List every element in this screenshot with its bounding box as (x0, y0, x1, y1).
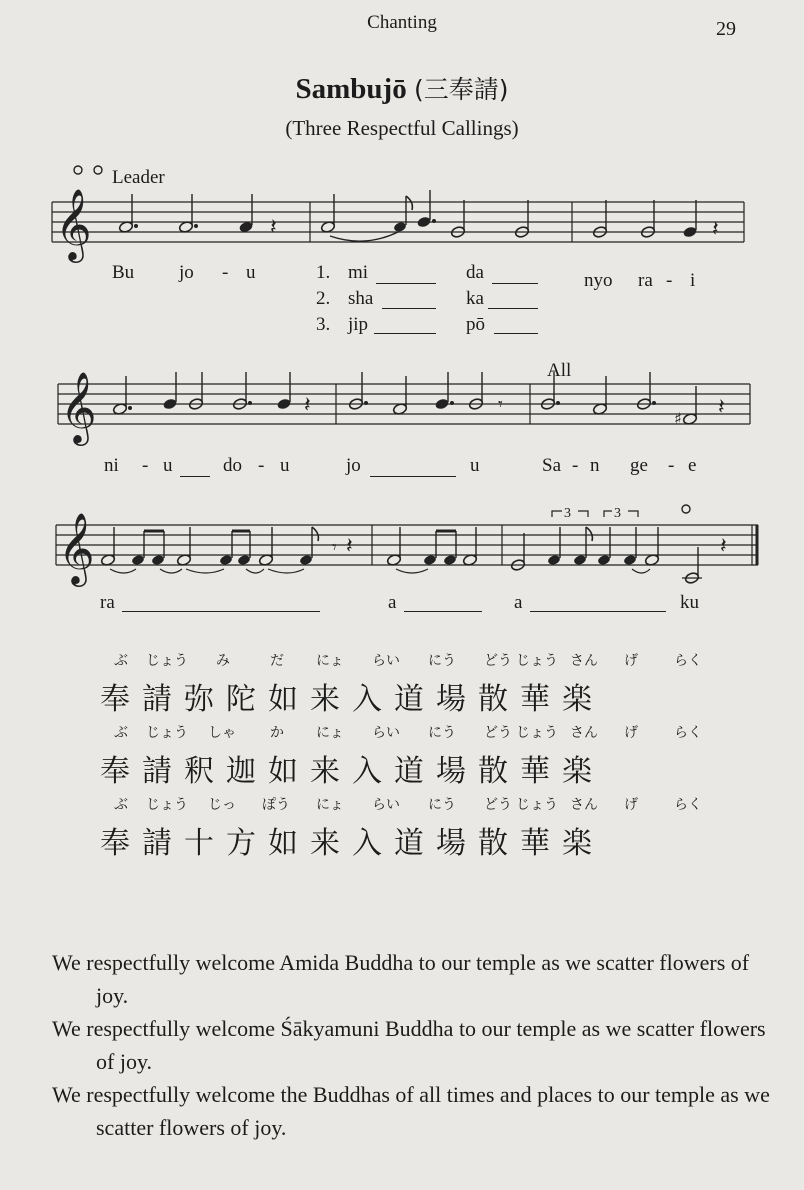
furigana: らい (372, 653, 400, 669)
lyric-syllable: jo (346, 455, 361, 476)
furigana: らい (372, 797, 400, 813)
furigana-line (100, 650, 740, 674)
title-romaji: Sambujō (295, 73, 407, 105)
triplet-label: 3 (614, 506, 621, 521)
furigana: さん (570, 797, 598, 813)
verse-number: 1. (316, 262, 331, 283)
lyric-syllable: - (668, 455, 675, 476)
furigana: じょう (146, 797, 188, 813)
lyric-syllable: do (223, 455, 242, 476)
furigana: どう (484, 797, 512, 813)
hymn-subtitle: (Three Respectful Callings) (285, 116, 519, 140)
english-translation (52, 946, 772, 1144)
furigana: にょ (316, 725, 344, 741)
furigana: だ (270, 653, 284, 669)
lyric-syllable: ka (466, 288, 484, 309)
furigana-line (100, 794, 740, 818)
furigana: にょ (316, 653, 344, 669)
furigana: にょ (316, 797, 344, 813)
lyric-syllable: e (688, 455, 697, 476)
leader-label: Leader (112, 167, 165, 188)
lyric-syllable: u (470, 455, 480, 476)
furigana: にう (428, 653, 456, 669)
translation-line: We respectfully welcome Śākyamuni Buddha to our temple as we scatter flowers of joy. (52, 1016, 766, 1074)
extender-line (494, 333, 538, 334)
furigana: にう (428, 797, 456, 813)
lyric-syllable: - (666, 270, 673, 291)
svg-text:♯: ♯ (674, 409, 682, 428)
furigana: さん (570, 725, 598, 741)
lyric-syllable: mi (348, 262, 369, 283)
extender-line (370, 476, 456, 477)
extender-line (122, 611, 320, 612)
furigana: ぶ (114, 725, 128, 741)
furigana: じょう (146, 725, 188, 741)
furigana: どう (484, 725, 512, 741)
svg-text:𝄞: 𝄞 (55, 187, 92, 260)
furigana: げ (624, 725, 638, 741)
svg-text:𝄽: 𝄽 (346, 534, 353, 559)
svg-text:𝄽: 𝄽 (304, 393, 311, 418)
furigana: か (270, 725, 284, 741)
furigana-line (100, 722, 740, 746)
furigana: じょう (516, 725, 558, 741)
lyric-syllable: da (466, 262, 484, 283)
lyric-syllable: a (388, 592, 397, 613)
svg-text:𝄾: 𝄾 (332, 537, 337, 558)
verse-number: 3. (316, 314, 331, 335)
lyric-syllable: ku (680, 592, 699, 613)
svg-text:𝄽: 𝄽 (720, 534, 727, 559)
lyric-syllable: jip (348, 314, 369, 335)
furigana: らく (674, 653, 702, 669)
lyric-syllable: u (163, 455, 173, 476)
svg-text:𝄽: 𝄽 (712, 217, 719, 242)
svg-text:𝄞: 𝄞 (60, 370, 97, 443)
lyric-syllable: ni (104, 455, 119, 476)
lyric-syllable: ge (630, 455, 648, 476)
lyric-syllable: nyo (584, 270, 613, 291)
page-number: 29 (716, 18, 736, 40)
extender-line (180, 476, 210, 477)
lyric-syllable: - (222, 262, 229, 283)
running-header: Chanting (367, 12, 437, 33)
furigana: じょう (516, 653, 558, 669)
furigana: らい (372, 725, 400, 741)
svg-text:𝄽: 𝄽 (270, 215, 277, 240)
lyric-syllable: u (280, 455, 290, 476)
translation-line: We respectfully welcome the Buddhas of all times and places to our temple as we scatter flowers of joy. (52, 1082, 770, 1140)
furigana: げ (624, 653, 638, 669)
furigana: じっ (208, 797, 236, 813)
all-label: All (547, 360, 572, 381)
triplet-label: 3 (564, 506, 571, 521)
title-kanji: (三奉請) (413, 75, 509, 104)
translation-line: We respectfully welcome Amida Buddha to our temple as we scatter flowers of joy. (52, 950, 750, 1008)
furigana: じょう (516, 797, 558, 813)
extender-line (382, 308, 436, 309)
furigana: にう (428, 725, 456, 741)
furigana: らく (674, 725, 702, 741)
furigana: ぶ (114, 653, 128, 669)
lyric-syllable: u (246, 262, 256, 283)
lyric-syllable: Sa (542, 455, 561, 476)
furigana: じょう (146, 653, 188, 669)
music-staff-2 (0, 340, 804, 450)
svg-text:𝄞: 𝄞 (58, 511, 95, 584)
lyric-syllable: pō (466, 314, 485, 335)
svg-text:𝄽: 𝄽 (718, 395, 725, 420)
furigana: らく (674, 797, 702, 813)
furigana: しゃ (208, 725, 236, 741)
extender-line (488, 308, 538, 309)
lyric-syllable: a (514, 592, 523, 613)
japanese-verses (100, 650, 740, 866)
lyric-syllable: ra (100, 592, 115, 613)
lyric-syllable: sha (348, 288, 374, 309)
furigana: さん (570, 653, 598, 669)
kanji-verse-2: 奉請釈迦如来入道場散華楽 (100, 754, 604, 789)
furigana: ぽう (262, 797, 290, 813)
music-staff-3 (0, 495, 804, 605)
lyric-syllable: n (590, 455, 600, 476)
lyric-syllable: - (258, 455, 265, 476)
svg-text:𝄾: 𝄾 (498, 394, 503, 415)
furigana: どう (484, 653, 512, 669)
kanji-verse-1: 奉請弥陀如来入道場散華楽 (100, 682, 604, 717)
extender-line (492, 283, 538, 284)
extender-line (374, 333, 436, 334)
verse-number: 2. (316, 288, 331, 309)
furigana: ぶ (114, 797, 128, 813)
lyric-syllable: i (690, 270, 696, 291)
extender-line (376, 283, 436, 284)
extender-line (530, 611, 666, 612)
extender-line (404, 611, 482, 612)
furigana: げ (624, 797, 638, 813)
lyric-syllable: - (572, 455, 579, 476)
lyric-syllable: Bu (112, 262, 135, 283)
lyric-syllable: ra (638, 270, 653, 291)
lyric-syllable: - (142, 455, 149, 476)
kanji-verse-3: 奉請十方如来入道場散華楽 (100, 826, 604, 861)
furigana: み (216, 653, 230, 669)
lyric-syllable: jo (179, 262, 194, 283)
hymn-title (0, 70, 804, 106)
